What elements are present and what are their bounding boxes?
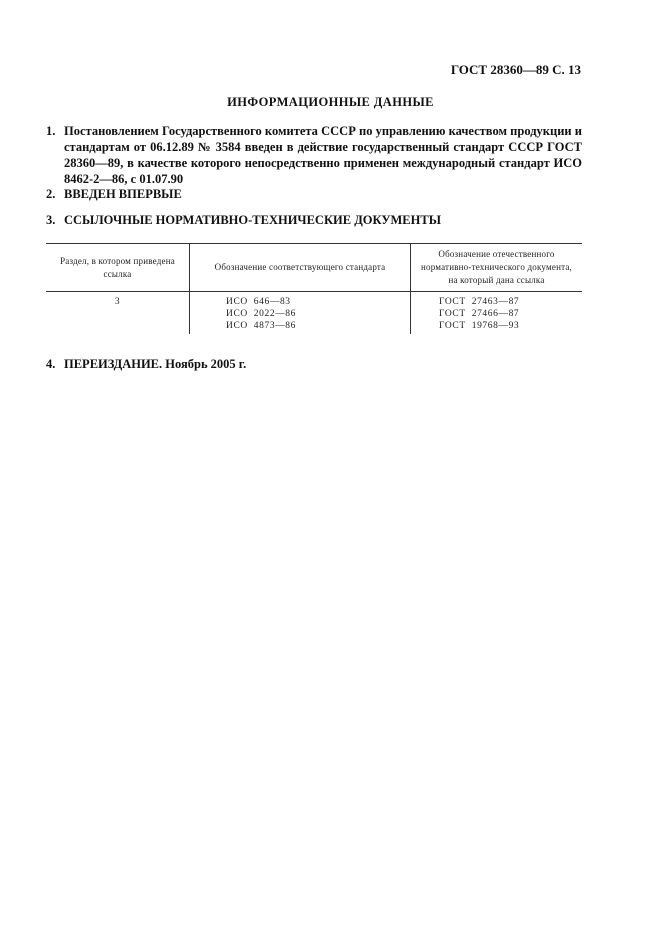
intl-standard: ИСО 2022—86 <box>226 309 297 319</box>
cell-national-docs <box>411 292 583 335</box>
header-section: Раздел, в котором приведена ссылка <box>46 244 190 292</box>
intl-standard: ИСО 4873—86 <box>226 321 297 331</box>
info-item-1 <box>46 123 582 187</box>
item-text: Постановлением Государственного комитета СССР по управлению качеством продукции и стандартам от 06.12.89 № 3584 введен в действие государственный стандарт СССР ГОСТ 28360—89, в качестве которого непосредственно применен международный стандарт ИСО 8462-2—86, с 01.07.90 <box>64 124 582 186</box>
info-item-3 <box>46 212 582 228</box>
item-text: ВВЕДЕН ВПЕРВЫЕ <box>64 187 182 201</box>
page-header: ГОСТ 28360—89 С. 13 <box>450 62 581 77</box>
item-text: ССЫЛОЧНЫЕ НОРМАТИВНО-ТЕХНИЧЕСКИЕ ДОКУМЕНТЫ <box>64 213 441 227</box>
table-row <box>46 292 582 335</box>
item-number: 3. <box>46 213 56 227</box>
item-number: 1. <box>46 124 56 138</box>
cell-intl-standards <box>190 292 411 335</box>
national-doc: ГОСТ 19768—93 <box>439 321 520 331</box>
item-number: 2. <box>46 187 56 201</box>
national-doc: ГОСТ 27463—87 <box>439 297 520 307</box>
item-number: 4. <box>46 357 56 371</box>
table-header-row <box>46 244 582 292</box>
info-item-2 <box>46 186 582 202</box>
cell-section: 3 <box>114 297 121 307</box>
info-item-4 <box>46 356 582 372</box>
national-doc: ГОСТ 27466—87 <box>439 309 520 319</box>
intl-standard: ИСО 646—83 <box>226 297 291 307</box>
header-intl-standard: Обозначение соответствующего стандарта <box>190 244 411 292</box>
header-national-doc: Обозначение отечественного нормативно-технического документа, на который дана ссылка <box>411 244 583 292</box>
document-title: ИНФОРМАЦИОННЫЕ ДАННЫЕ <box>227 95 434 109</box>
item-text: ПЕРЕИЗДАНИЕ. Ноябрь 2005 г. <box>64 357 247 371</box>
reference-documents-table <box>46 243 582 334</box>
